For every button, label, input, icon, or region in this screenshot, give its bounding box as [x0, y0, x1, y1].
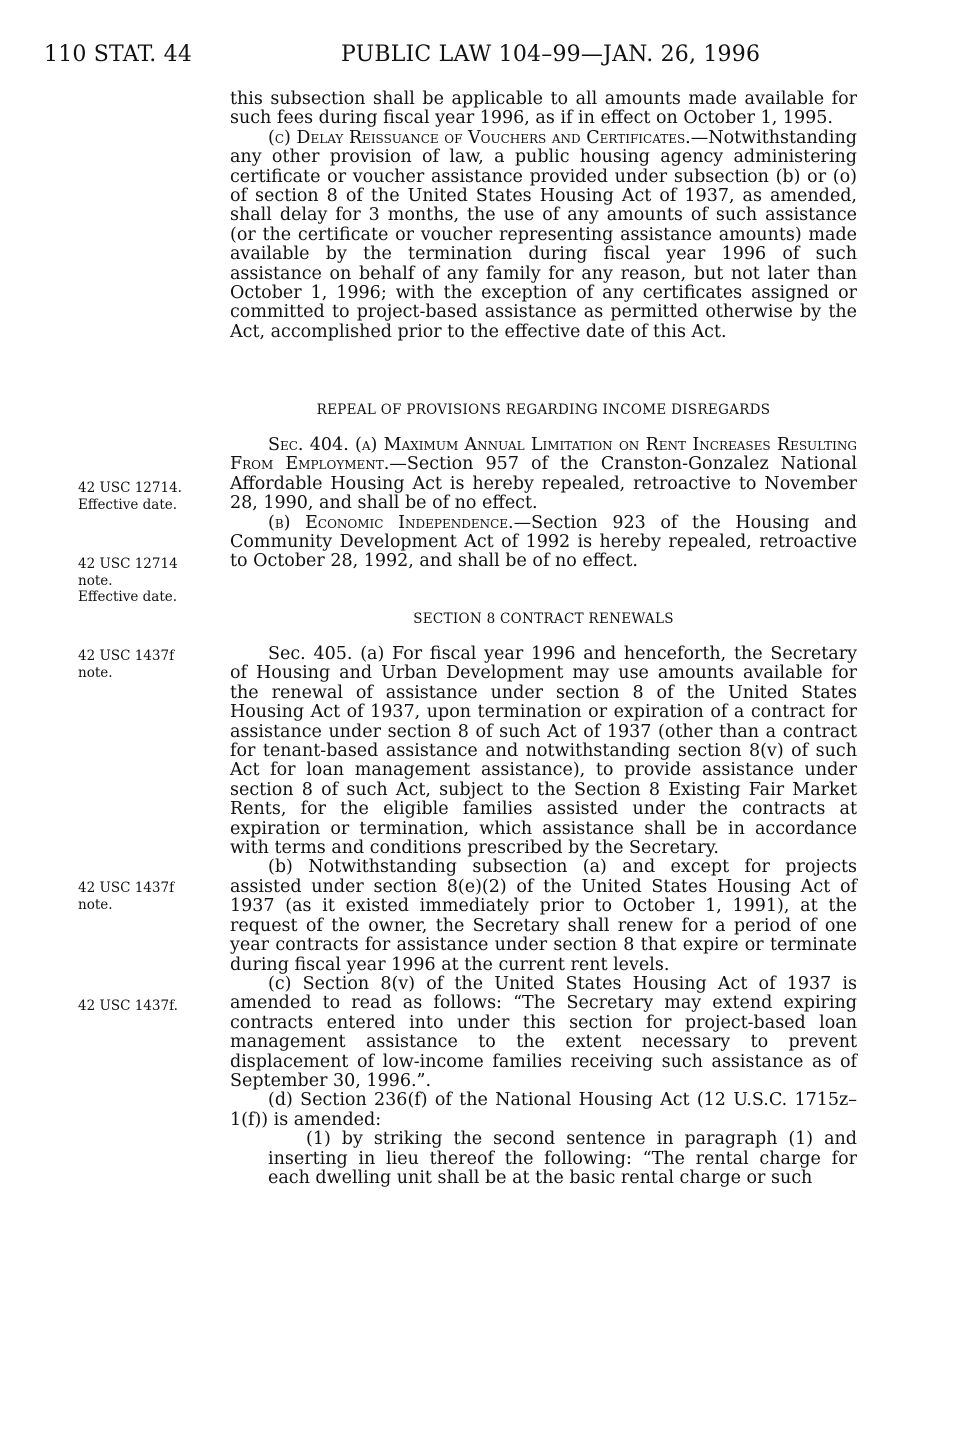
- sec-404-a: [230, 436, 857, 514]
- public-law-title: PUBLIC LAW 104–99—JAN. 26, 1996: [341, 42, 761, 67]
- sec-404-a-text: —Section 957 of the Cranston-Gonzalez National Affordable Housing Act is hereby repealed, retroactive to November 28, 1990, and shall be of no effect.: [230, 454, 857, 514]
- margin-note-citation: 42 USC 1437f: [78, 880, 175, 896]
- sec-405-c: (c) Section 8(v) of the United States Housing Act of 1937 is amended to read as follows: “The Secretary may extend expiring contracts entered into under this section for project-based loan management assistance to the extent necessary to prevent displacement of low-income families receiving such assistance as of September 30, 1996.”.: [230, 973, 857, 1091]
- sec-404-b: [230, 514, 857, 572]
- text-block-sec404: [230, 436, 857, 572]
- text-block-sec405: [230, 645, 857, 1188]
- margin-note-note: note.: [78, 896, 113, 913]
- margin-note-citation: 42 USC 12714: [78, 556, 178, 572]
- margin-note-12714-note: [78, 556, 228, 606]
- sec-404-b-label: (b) Economic Independence.: [268, 512, 514, 533]
- margin-note-effective: Effective date.: [78, 496, 178, 513]
- continuation-paragraph: this subsection shall be applicable to all amounts made available for such fees during fiscal year 1996, as if in effect on October 1, 1995.: [230, 89, 857, 129]
- margin-note-citation: 42 USC 12714.: [78, 480, 182, 496]
- paragraph-c-label: (c) Delay Reissuance of Vouchers and Certificates.: [268, 127, 691, 148]
- sec-405-d-1: (1) by striking the second sentence in paragraph (1) and inserting in lieu thereof the following: “The rental charge for each dwelling unit shall be at the basic rental charge or such: [268, 1129, 857, 1188]
- sec-405-b: (b) Notwithstanding subsection (a) and except for projects assisted under section 8(e)(2) of the United States Housing Act of 1937 (as it existed immediately prior to October 1, 1991), at the request of the owner, the Secretary shall renew for a period of one year contracts for assistance under section 8 that expire or terminate during fiscal year 1996 at the current rent levels.: [230, 857, 857, 975]
- margin-note-effective: Effective date.: [78, 589, 178, 605]
- page-header: [44, 42, 934, 72]
- heading-repeal-income-disregards: REPEAL OF PROVISIONS REGARDING INCOME DISREGARDS: [316, 402, 771, 418]
- margin-note-note: note.: [78, 664, 113, 681]
- text-block-intro: [230, 90, 857, 342]
- paragraph-c-delay-reissuance: [230, 129, 857, 342]
- paragraph-c-text: —Notwithstanding any other provision of law, a public housing agency administering certificate or voucher assistance provided under subsection (b) or (o) of section 8 of the United States Housing Act of 1937, as amended, shall delay for 3 months, the use of any amounts of such assistance (or the certificate or voucher representing assistance amounts) made available by the termination during fiscal year 1996 of such assistance on behalf of any family for any reason, but not later than October 1, 1996; with the exception of any certificates assigned or committed to project-based assistance as permitted otherwise by the Act, accomplished prior to the effective date of this Act.: [230, 127, 857, 342]
- margin-note-note: note.: [78, 572, 113, 589]
- sec-404-a-label: Sec. 404. (a) Maximum Annual Limitation on Rent Increases Resulting From Employment.: [230, 435, 857, 475]
- margin-note-citation: 42 USC 1437f: [78, 648, 175, 664]
- margin-note-1437f-note-a: [78, 648, 228, 681]
- margin-note-12714: [78, 480, 228, 513]
- margin-note-1437f: [78, 998, 228, 1015]
- stat-reference: 110 STAT. 44: [44, 42, 193, 67]
- sec-405-a: Sec. 405. (a) For fiscal year 1996 and henceforth, the Secretary of Housing and Urban Development may use amounts available for the renewal of assistance under section 8 of the United States Housing Act of 1937, upon termination or expiration of a contract for assistance under section 8 of such Act of 1937 (other than a contract for tenant-based assistance and notwithstanding section 8(v) of such Act for loan management assistance), to provide assistance under section 8 of such Act, subject to the Section 8 Existing Fair Market Rents, for the eligible families assisted under the contracts at expiration or termination, which assistance shall be in accordance with terms and conditions prescribed by the Secretary.: [230, 644, 857, 859]
- sec-404-b-text: —Section 923 of the Housing and Community Development Act of 1992 is hereby repealed, retroactive to October 28, 1992, and shall be of no effect.: [230, 512, 857, 572]
- sec-405-d: (d) Section 236(f) of the National Housing Act (12 U.S.C. 1715z–1(f)) is amended:: [230, 1090, 857, 1130]
- margin-note-citation: 42 USC 1437f.: [78, 998, 178, 1014]
- heading-section8-contract-renewals: SECTION 8 CONTRACT RENEWALS: [413, 611, 674, 627]
- margin-note-1437f-note-b: [78, 880, 228, 913]
